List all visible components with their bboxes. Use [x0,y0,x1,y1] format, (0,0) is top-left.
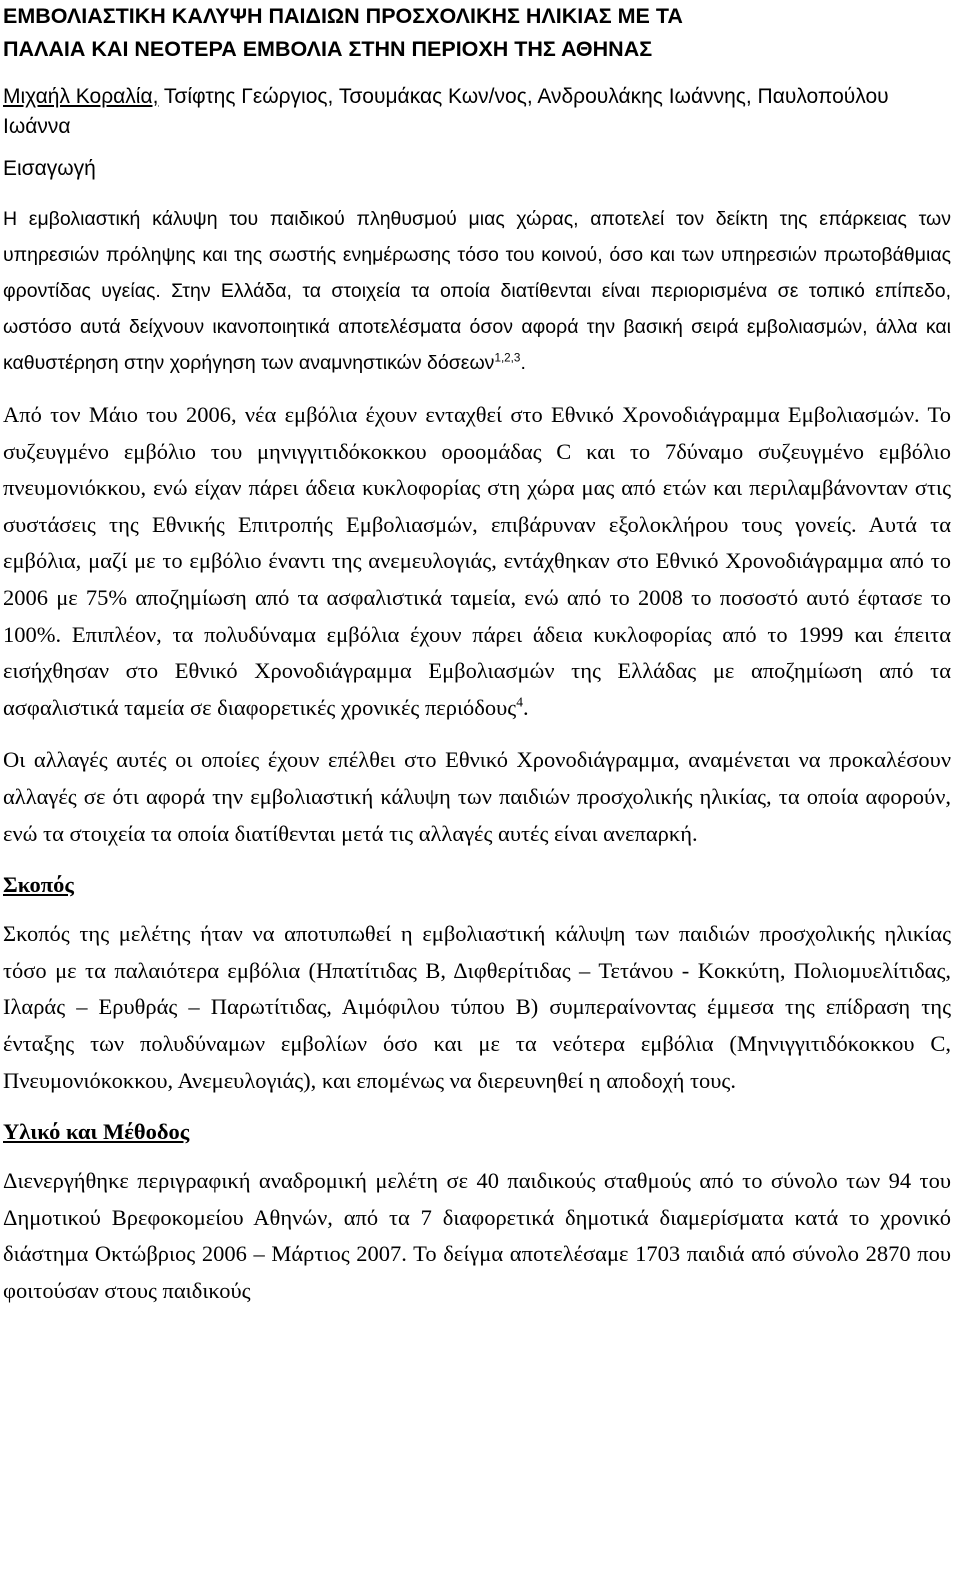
other-authors: Τσίφτης Γεώργιος, Τσουμάκας Κων/νος, Ανδρουλάκης Ιωάννης, Παυλοπούλου Ιωάννα [3,85,889,138]
methods-heading: Υλικό και Μέθοδος [3,1119,190,1145]
authors-line [3,82,951,142]
intro-paragraph-1-text: Η εμβολιαστική κάλυψη του παιδικού πληθυσμού μιας χώρας, αποτελεί τον δείκτη της επάρκειας των υπηρεσιών πρόληψης και της σωστής ενημέρωσης τόσο του κοινού, όσο και των υπηρεσιών πρωτοβάθμιας φροντίδας υγείας. Στην Ελλάδα, τα στοιχεία τα οποία διατίθενται είναι περιορισμένα σε τοπικό επίπεδο, ωστόσο αυτά δείχνουν ικανοποιητικά αποτελέσματα όσον αφορά την βασική σειρά εμβολιασμών, άλλα και καθυστέρηση στην χορήγηση των αναμνηστικών δόσεων [3,208,951,374]
intro-paragraph-2-text: Από τον Μάιο του 2006, νέα εμβόλια έχουν ενταχθεί στο Εθνικό Χρονοδιάγραμμα Εμβολιασμών. Το συζευγμένο εμβόλιο του μηνιγγιτιδόκοκκου οροομάδας C και το 7δύναμο συζευγμένο εμβόλιο πνευμονιόκκου, ενώ είχαν πάρει άδεια κυκλοφορίας στη χώρα μας από ετών και περιλαμβάνονταν στις συστάσεις της Εθνικής Επιτροπής Εμβολιασμών, επιβάρυναν εξολοκλήρου τους γονείς. Αυτά τα εμβόλια, μαζί με το εμβόλιο έναντι της ανεμευλογιάς, εντάχθηκαν στο Εθνικό Χρονοδιάγραμμα από το 2006 με 75% αποζημίωση από τα ασφαλιστικά ταμεία, ενώ από το 2008 το ποσοστό αυτό έφτασε το 100%. Επιπλέον, τα πολυδύναμα εμβόλια έχουν πάρει άδεια κυκλοφορίας από το 1999 και έπειτα εισήχθησαν στο Εθνικό Χρονοδιάγραμμα Εμβολιασμών της Ελλάδας με αποζημίωση από τα ασφαλιστικά ταμεία σε διαφορετικές χρονικές περιόδους [3,402,951,720]
aim-heading: Σκοπός [3,872,74,898]
intro-paragraph-1-end: . [520,352,526,374]
intro-heading: Εισαγωγή [3,157,96,180]
intro-paragraph-2-end: . [522,694,529,720]
intro-paragraph-1 [3,201,951,381]
intro-paragraph-1-citation: 1,2,3 [494,351,521,365]
first-author: Μιχαήλ Κοραλία, [3,85,159,108]
methods-paragraph: Διενεργήθηκε περιγραφική αναδρομική μελέτη σε 40 παιδικούς σταθμούς από το σύνολο των 94 του Δημοτικού Βρεφοκομείου Αθηνών, από τα 7 διαφορετικά δημοτικά διαμερίσματα κατά το χρονικό διάστημα Οκτώβριος 2006 – Μάρτιος 2007. Το δείγμα αποτελέσαμε 1703 παιδιά από σύνολο 2870 που φοιτούσαν στους παιδικούς [3,1168,951,1303]
intro-paragraph-3: Οι αλλαγές αυτές οι οποίες έχουν επέλθει στο Εθνικό Χρονοδιάγραμμα, αναμένεται να προκαλέσουν αλλαγές σε ότι αφορά την εμβολιαστική κάλυψη των παιδιών προσχολικής ηλικίας, τα οποία αφορούν, ενώ τα στοιχεία τα οποία διατίθενται μετά τις αλλαγές αυτές είναι ανεπαρκή. [3,747,951,846]
title-line-2: ΠΑΛΑΙΑ ΚΑΙ ΝΕΟΤΕΡΑ ΕΜΒΟΛΙΑ ΣΤΗΝ ΠΕΡΙΟΧΗ ΤΗΣ ΑΘΗΝΑΣ [3,37,653,61]
intro-paragraph-2-citation: 4 [516,694,523,710]
aim-paragraph: Σκοπός της μελέτης ήταν να αποτυπωθεί η εμβολιαστική κάλυψη των παιδιών προσχολικής ηλικίας τόσο με τα παλαιότερα εμβόλια (Ηπατίτιδας Β, Διφθερίτιδας – Τετάνου - Κοκκύτη, Πολιομυελίτιδας, Ιλαράς – Ερυθράς – Παρωτίτιδας, Αιμόφιλου τύπου Β) συμπεραίνοντας έμμεσα της επίδραση της ένταξης των πολυδύναμων εμβολίων όσο και με τα νεότερα εμβόλια (Μηνιγγιτιδόκοκκου C, Πνευμονιόκοκκου, Ανεμευλογιάς), και επομένως να διερευνηθεί η αποδοχή τους. [3,921,951,1093]
intro-paragraph-2 [3,397,951,726]
title-line-1: ΕΜΒΟΛΙΑΣΤΙΚΗ ΚΑΛΥΨΗ ΠΑΙΔΙΩΝ ΠΡΟΣΧΟΛΙΚΗΣ ΗΛΙΚΙΑΣ ΜΕ ΤΑ [3,4,683,28]
document-title [3,0,951,66]
document-page [3,0,951,1309]
